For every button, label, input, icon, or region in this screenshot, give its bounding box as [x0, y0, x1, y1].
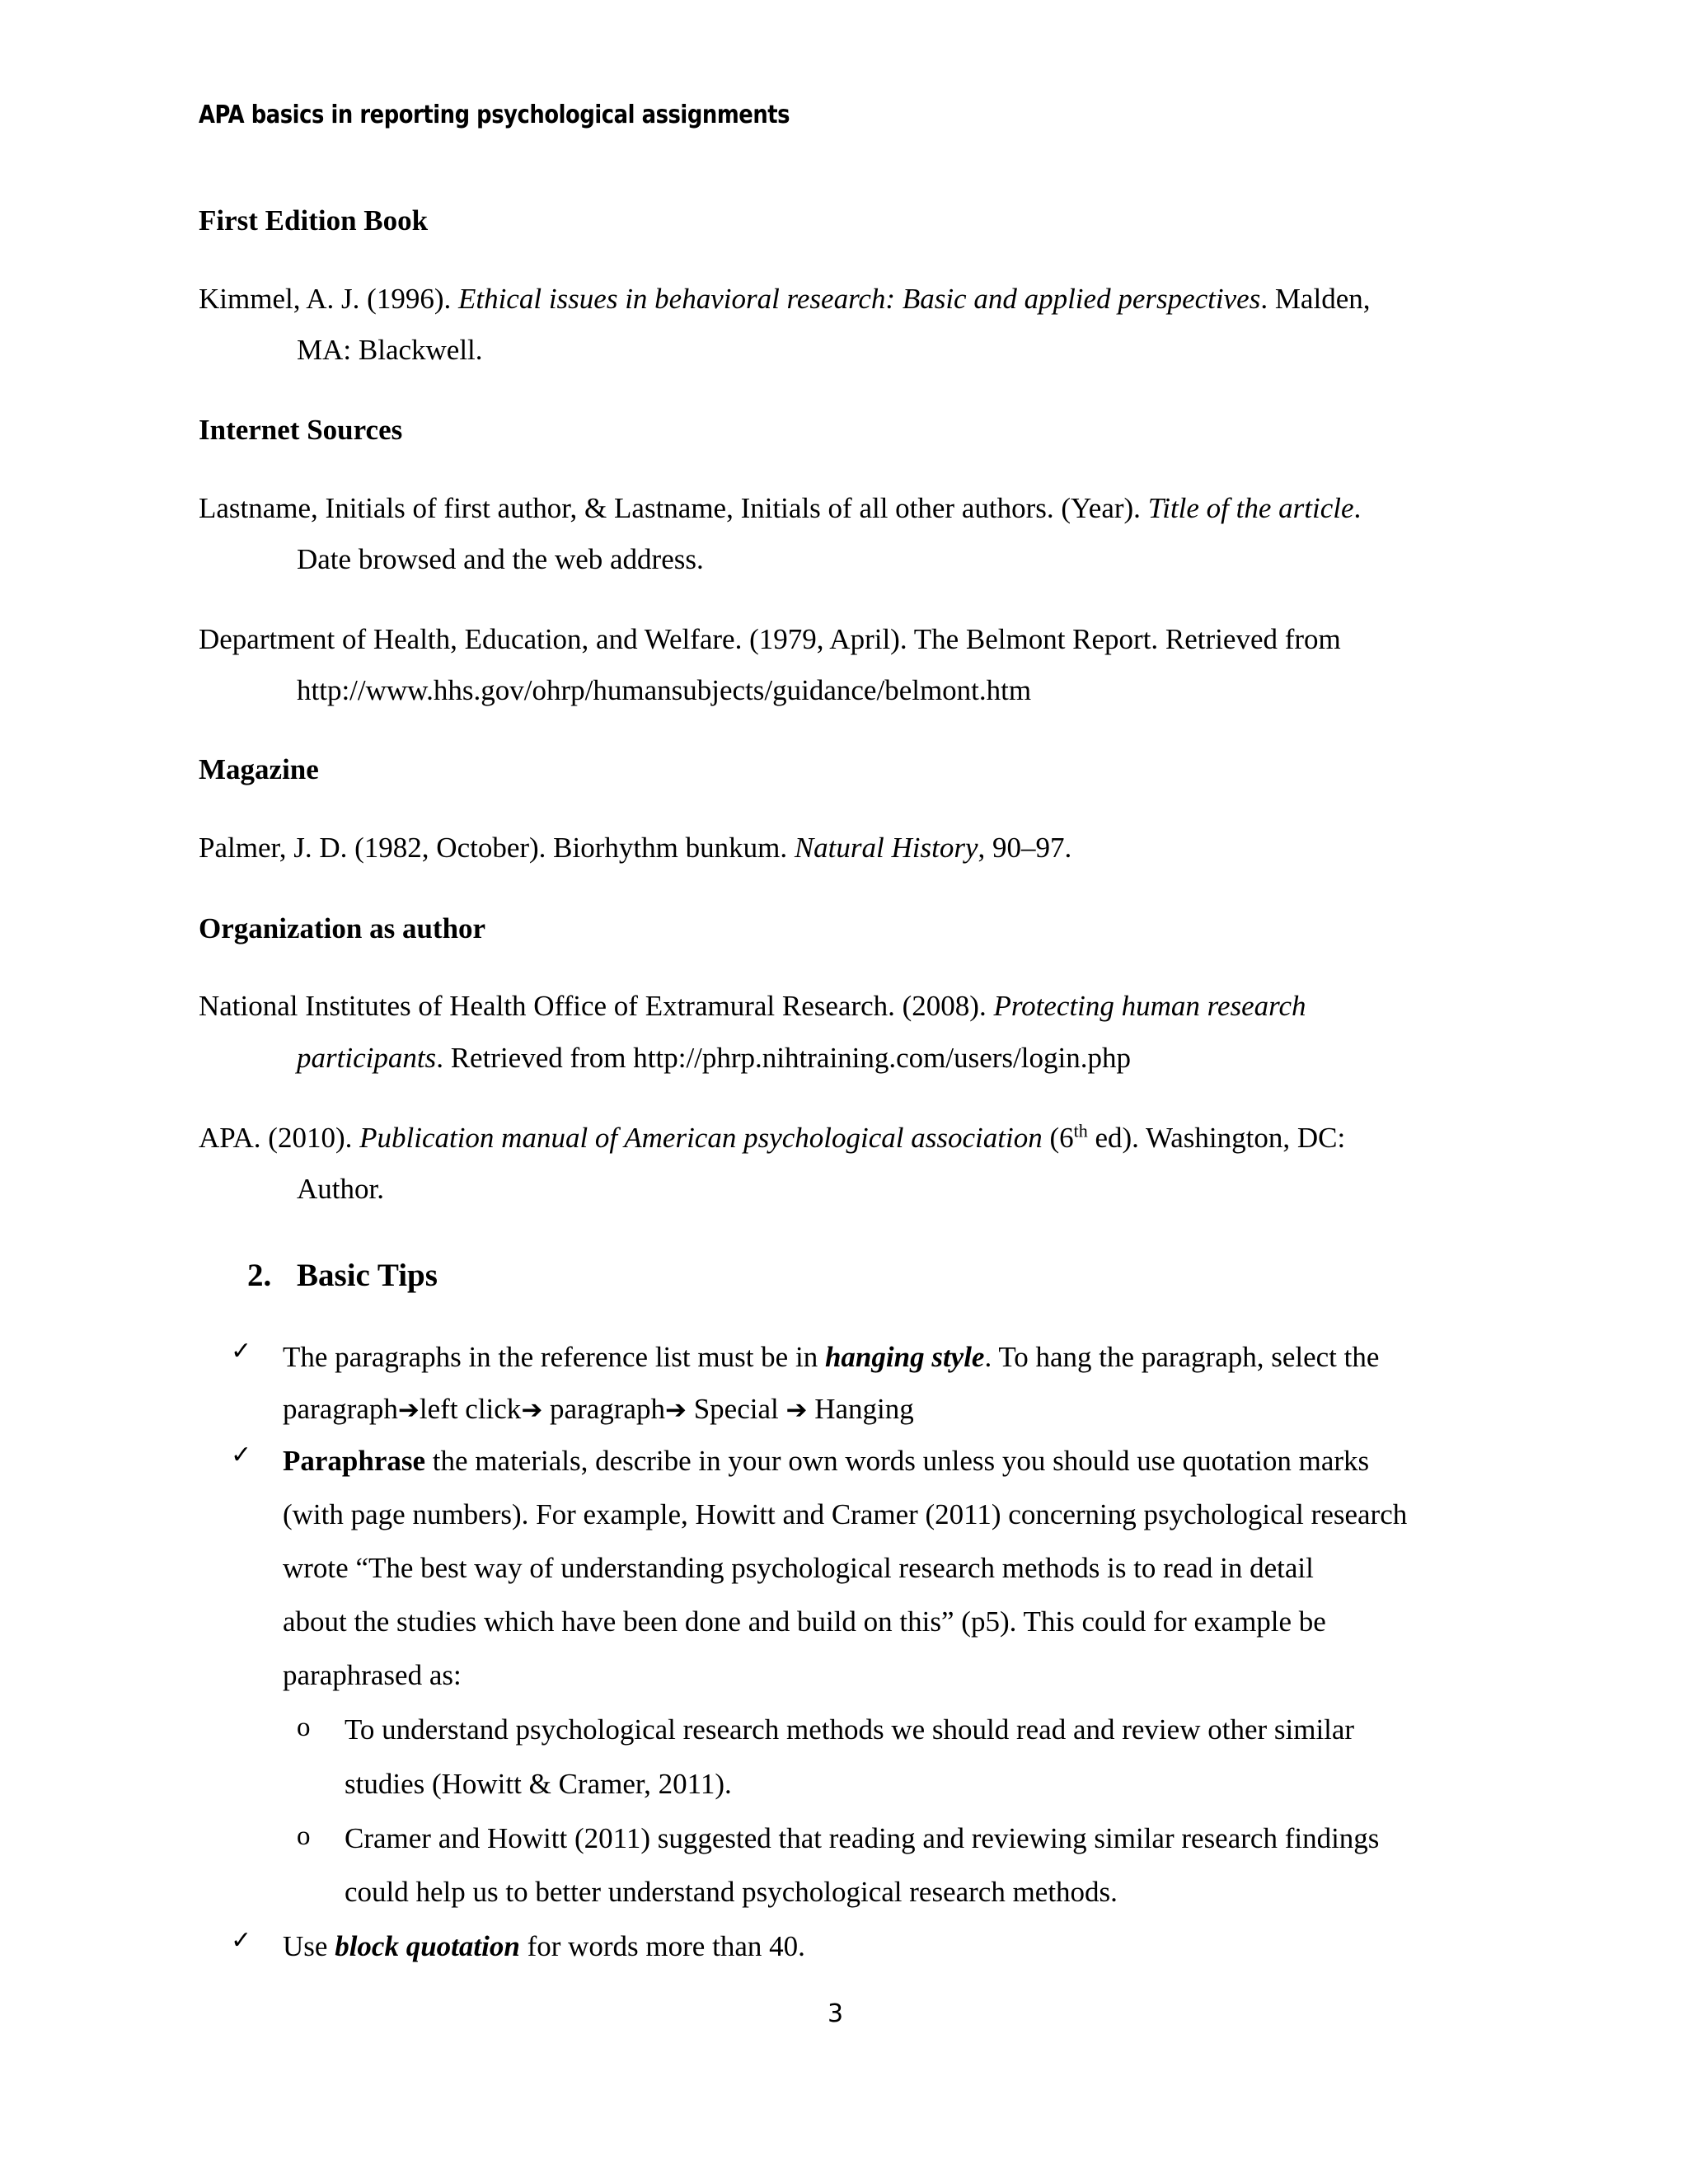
tip-paraphrase	[283, 1444, 1369, 1479]
entry-text: . Malden,	[1260, 283, 1371, 315]
entry-text: , 90–97.	[978, 832, 1072, 864]
tip-text: for words more than 40.	[519, 1930, 805, 1962]
heading-internet-sources: Internet Sources	[199, 414, 403, 446]
checkmark-icon: ✓	[231, 1926, 252, 1955]
heading-first-edition-book: First Edition Book	[199, 204, 429, 237]
reference-entry-belmont-url: http://www.hhs.gov/ohrp/humansubjects/guidance/belmont.htm	[297, 674, 1032, 706]
entry-title: Natural History	[794, 832, 978, 864]
arrow-right-icon: ➔	[664, 1395, 687, 1425]
tip-menu-path	[283, 1392, 914, 1427]
reference-entry-belmont: Department of Health, Education, and Welfare. (1979, April). The Belmont Report. Retrieved from	[199, 623, 1341, 655]
entry-text: Kimmel, A. J. (1996).	[199, 283, 458, 315]
tip-block-quotation	[283, 1929, 805, 1964]
circle-bullet-icon: o	[297, 1821, 311, 1851]
tip-hanging-style	[283, 1340, 1379, 1375]
reference-entry-palmer	[199, 831, 1071, 865]
menu-path-step: left click	[419, 1393, 522, 1425]
section-number: 2.	[247, 1258, 272, 1293]
entry-text: National Institutes of Health Office of Extramural Research. (2008).	[199, 990, 994, 1022]
running-header: APA basics in reporting psychological assignments	[199, 101, 790, 129]
entry-text: (6	[1042, 1122, 1074, 1154]
menu-path-step: paragraph	[542, 1393, 665, 1425]
reference-entry-kimmel	[199, 282, 1370, 316]
arrow-right-icon: ➔	[397, 1395, 420, 1425]
tip-paraphrase-line: paraphrased as:	[283, 1659, 462, 1691]
tip-paraphrase-line: about the studies which have been done and build on this” (p5). This could for example be	[283, 1605, 1326, 1638]
reference-entry-apa-continuation: Author.	[297, 1173, 384, 1205]
tip-emphasis: Paraphrase	[283, 1445, 426, 1477]
reference-entry-nih-continuation	[297, 1041, 1131, 1076]
entry-text: Lastname, Initials of first author, & Lastname, Initials of all other authors. (Year).	[199, 492, 1148, 524]
entry-text: . Retrieved from http://phrp.nihtraining.com/users/login.php	[436, 1042, 1131, 1074]
arrow-right-icon: ➔	[521, 1395, 543, 1425]
tip-paraphrase-line: wrote “The best way of understanding psychological research methods is to read in detail	[283, 1552, 1314, 1584]
entry-title: Protecting human research	[993, 990, 1306, 1022]
arrow-right-icon: ➔	[785, 1395, 808, 1425]
menu-path-step: paragraph	[283, 1393, 398, 1425]
menu-path-step: Hanging	[807, 1393, 914, 1425]
paraphrase-example-2: Cramer and Howitt (2011) suggested that reading and reviewing similar research findings	[345, 1822, 1380, 1854]
section-heading-basic-tips	[247, 1257, 438, 1294]
checkmark-icon: ✓	[231, 1441, 252, 1469]
page-number: 3	[828, 1999, 844, 2028]
entry-title: Publication manual of American psychological association	[359, 1122, 1043, 1154]
entry-text: APA. (2010).	[199, 1122, 360, 1154]
entry-text: .	[1353, 492, 1362, 524]
tip-text: . To hang the paragraph, select the	[984, 1341, 1380, 1373]
reference-entry-kimmel-continuation: MA: Blackwell.	[297, 334, 483, 366]
menu-path-step: Special	[686, 1393, 786, 1425]
entry-title: Ethical issues in behavioral research: Basic and applied perspectives	[457, 283, 1261, 315]
tip-paraphrase-line: (with page numbers). For example, Howitt and Cramer (2011) concerning psychological research	[283, 1498, 1408, 1530]
tip-emphasis: block quotation	[335, 1930, 520, 1962]
paraphrase-example-1: To understand psychological research methods we should read and review other similar	[345, 1713, 1355, 1746]
checkmark-icon: ✓	[231, 1337, 252, 1366]
circle-bullet-icon: o	[297, 1713, 311, 1742]
tip-emphasis: hanging style	[824, 1341, 985, 1373]
reference-template-entry-continuation: Date browsed and the web address.	[297, 543, 704, 575]
heading-magazine: Magazine	[199, 753, 319, 785]
heading-organization-as-author: Organization as author	[199, 912, 486, 944]
entry-title: Title of the article	[1147, 492, 1354, 524]
tip-text: Use	[283, 1930, 335, 1962]
paraphrase-example-1-continuation: studies (Howitt & Cramer, 2011).	[345, 1768, 732, 1800]
reference-entry-nih	[199, 989, 1306, 1024]
tip-text: the materials, describe in your own words unless you should use quotation marks	[425, 1445, 1370, 1477]
ordinal-superscript: th	[1073, 1120, 1088, 1141]
entry-title: participants	[297, 1042, 437, 1074]
reference-template-entry	[199, 491, 1361, 526]
paraphrase-example-2-continuation: could help us to better understand psychological research methods.	[345, 1876, 1118, 1908]
entry-text: ed). Washington, DC:	[1087, 1122, 1346, 1154]
reference-entry-apa	[199, 1121, 1345, 1155]
entry-text: Palmer, J. D. (1982, October). Biorhythm bunkum.	[199, 832, 795, 864]
section-title-text: Basic Tips	[297, 1258, 438, 1293]
tip-text: The paragraphs in the reference list must be in	[283, 1341, 825, 1373]
